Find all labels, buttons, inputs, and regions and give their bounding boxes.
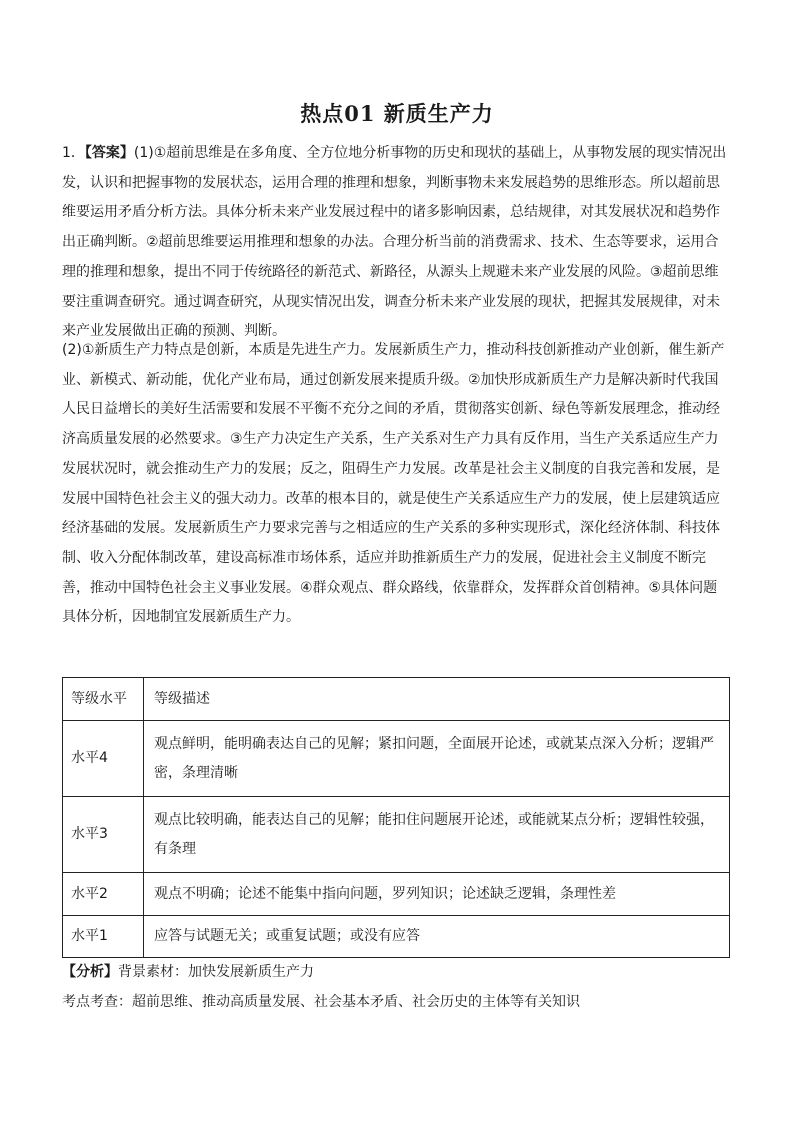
answer-tag: 【答案】 (84, 145, 134, 161)
description-cell: 观点比较明确，能表达自己的见解；能扣住问题展开论述，或能就某点分析；逻辑性较强，有条理 (144, 797, 730, 873)
description-cell: 观点鲜明，能明确表达自己的见解；紧扣问题，全面展开论述，或就某点深入分析；逻辑严密，条理清晰 (144, 721, 730, 797)
level-cell: 水平4 (63, 721, 144, 797)
table-row (63, 797, 730, 873)
level-cell: 水平3 (63, 797, 144, 873)
grading-table (62, 677, 730, 958)
analysis-line (62, 958, 314, 987)
page-title: 热点01 新质生产力 (300, 101, 494, 126)
answer-part-1: (1)①超前思维是在多角度、全方位地分析事物的历史和现状的基础上，从事物发展的现实情况出发，认识和把握事物的发展状态，运用合理的推理和想象，判断事物未来发展趋势的思维形态。所以超前思维要运用矛盾分析方法。具体分析未来产业发展过程中的诸多影响因素，总结规律，对其发展状况和趋势作出正确判断。②超前思维要运用推理和想象的办法。合理分析当前的消费需求、技术、生态等要求，运用合理的推理和想象，提出不同于传统路径的新范式、新路径，从源头上规避未来产业发展的风险。③超前思维要注重调查研究。通过调查研究，从现实情况出发，调查分析未来产业发展的现状，把握其发展规律，对未来产业发展做出正确的预测、判断。 (62, 145, 727, 340)
level-cell: 水平1 (63, 916, 144, 958)
answer-paragraph-1 (62, 139, 730, 347)
description-cell: 应答与试题无关；或重复试题；或没有应答 (144, 916, 730, 958)
table-header-row (63, 678, 730, 721)
header-description: 等级描述 (144, 678, 730, 721)
analysis-text: 背景素材：加快发展新质生产力 (118, 964, 314, 980)
analysis-tag: 【分析】 (62, 964, 118, 980)
table-row (63, 873, 730, 916)
test-points-line: 考点考查：超前思维、推动高质量发展、社会基本矛盾、社会历史的主体等有关知识 (62, 994, 580, 1010)
answer-paragraph-2: (2)①新质生产力特点是创新，本质是先进生产力。发展新质生产力，推动科技创新推动产业创新，催生新产业、新模式、新动能，优化产业布局，通过创新发展来提质升级。②加快形成新质生产力是解决新时代我国人民日益增长的美好生活需要和发展不平衡不充分之间的矛盾，贯彻落实创新、绿色等新发展理念，推动经济高质量发展的必然要求。③生产力决定生产关系，生产关系对生产力具有反作用，当生产关系适应生产力发展状况时，就会推动生产力的发展；反之，阻碍生产力发展。改革是社会主义制度的自我完善和发展，是发展中国特色社会主义的强大动力。改革的根本目的，就是使生产关系适应生产力的发展，使上层建筑适应经济基础的发展。发展新质生产力要求完善与之相适应的生产关系的多种实现形式，深化经济体制、科技体制、收入分配体制改革，建设高标准市场体系，适应并助推新质生产力的发展，促进社会主义制度不断完善，推动中国特色社会主义事业发展。④群众观点、群众路线，依靠群众，发挥群众首创精神。⑤具体问题具体分析，因地制宜发展新质生产力。 (62, 342, 725, 626)
table-row (63, 916, 730, 958)
description-cell: 观点不明确；论述不能集中指向问题，罗列知识；论述缺乏逻辑，条理性差 (144, 873, 730, 916)
header-level: 等级水平 (63, 678, 144, 721)
table-row (63, 721, 730, 797)
level-cell: 水平2 (63, 873, 144, 916)
question-number: 1． (62, 145, 85, 161)
